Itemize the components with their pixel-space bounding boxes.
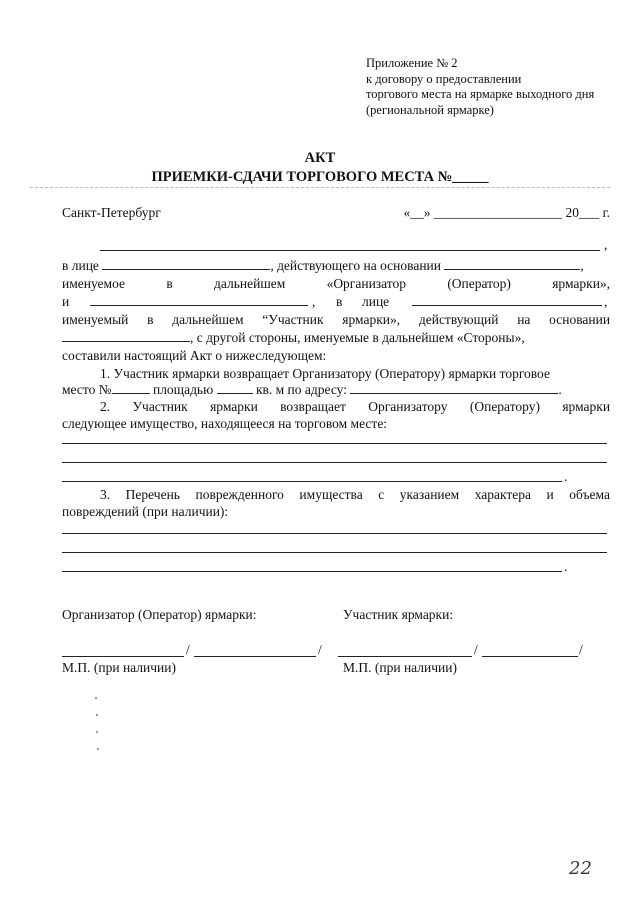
word: объема [569,487,610,502]
paragraph-1-line-1: 1. Участник ярмарки возвращает Организатору (Оператору) ярмарки торговое [100,366,550,381]
organizer-signature-blank [62,656,184,657]
blank-field [350,381,558,394]
fill-line [62,533,607,534]
organizer-stamp-note: М.П. (при наличии) [62,660,176,675]
annex-line-1: Приложение № 2 [366,56,458,70]
comma: , [604,294,608,309]
paragraph-2-line-2: следующее имущество, находящееся на торговом месте: [62,416,388,431]
paragraph-3-line-2: повреждений (при наличии): [62,504,229,519]
word: на [517,312,531,327]
scan-speck [95,697,97,699]
word: поврежденного [195,487,284,502]
word: (Оператор) [447,276,511,291]
organizer-name-blank [194,656,316,657]
slash: / [579,642,583,657]
organizer-label: Организатор (Оператор) ярмарки: [62,607,257,622]
slash: / [186,642,190,657]
word: в [147,312,154,327]
slash: / [474,642,478,657]
word: действующий [418,312,499,327]
word: 2. [100,399,111,414]
date-field: «__» ___________________ 20___ г. [403,205,610,220]
blank-field [444,257,580,270]
word: именуемый [62,312,129,327]
comma: , [312,294,316,309]
word: и [546,487,554,502]
period: . [558,382,562,397]
word: ярмарки», [342,312,401,327]
word: «Организатор [326,276,406,291]
word: Участник [132,399,188,414]
body-line-3 [62,275,610,292]
word: 3. [100,487,111,502]
text-place-no: место № [62,382,112,397]
scan-speck [97,748,99,750]
word: ярмарки», [552,276,611,291]
scan-speck [96,714,98,716]
blank-field [112,381,150,394]
word: характера [474,487,532,502]
body-line-4 [62,293,610,310]
fill-line [62,571,562,572]
word: имущества [299,487,363,502]
annex-line-3: торгового места на ярмарке выходного дня [366,87,595,101]
word: в [166,276,173,291]
fill-line [62,462,607,463]
word: возвращает [280,399,346,414]
slash: / [318,642,322,657]
body-line-5 [62,311,610,328]
word: Перечень [125,487,180,502]
fill-line [62,481,562,482]
word: (Оператору) [469,399,540,414]
word: ярмарки [210,399,258,414]
fill-line [62,552,607,553]
body-line-7: составили настоящий Акт о нижеследующем: [62,348,327,363]
comma: , [580,258,584,273]
fill-line [62,443,607,444]
word: и [62,294,70,309]
page-number: 22 [569,858,592,879]
body-line-2 [62,257,610,274]
text-acting-basis: , действующего на основании [270,258,442,273]
blank-field [102,257,270,270]
period: . [564,469,568,484]
annex-block [366,56,594,118]
text-address: кв. м по адресу: [255,382,347,397]
body-line-6 [62,329,610,346]
text-in-person: в лице [62,258,99,273]
word: дальнейшем [172,312,244,327]
annex-line-2: к договору о предоставлении [366,71,522,86]
party-name-blank [100,250,600,251]
blank-field [90,293,308,306]
word: ярмарки [562,399,611,414]
scan-speck [96,731,98,733]
period: . [564,559,568,574]
city-label: Санкт-Петербург [62,205,161,220]
word: Организатору [368,399,448,414]
word: именуемое [62,276,125,291]
word: дальнейшем [214,276,286,291]
doc-subtitle: ПРИЕМКИ-СДАЧИ ТОРГОВОГО МЕСТА №_____ [151,169,489,185]
blank-field [412,293,602,306]
participant-name-blank [482,656,578,657]
word: указанием [399,487,460,502]
participant-label: Участник ярмарки: [343,607,454,622]
word: в [336,294,343,309]
text-other-side: , с другой стороны, именуемые в дальнейшем «Стороны», [190,330,525,345]
text-area: площадью [152,382,214,397]
word: основании [549,312,611,327]
paragraph-1-line-2 [62,381,610,398]
blank-field [62,329,190,342]
word: лице [362,294,390,309]
paragraph-3-line-1 [100,486,610,503]
paragraph-2-line-1 [100,398,610,415]
annex-line-4: (региональной ярмарке) [366,102,494,117]
word: “Участник [262,312,324,327]
participant-stamp-note: М.П. (при наличии) [343,660,457,675]
comma: , [604,237,608,252]
blank-field [217,381,253,394]
participant-signature-blank [338,656,472,657]
doc-title: АКТ [304,150,336,166]
scan-artifact-line [30,187,610,188]
word: с [378,487,385,502]
